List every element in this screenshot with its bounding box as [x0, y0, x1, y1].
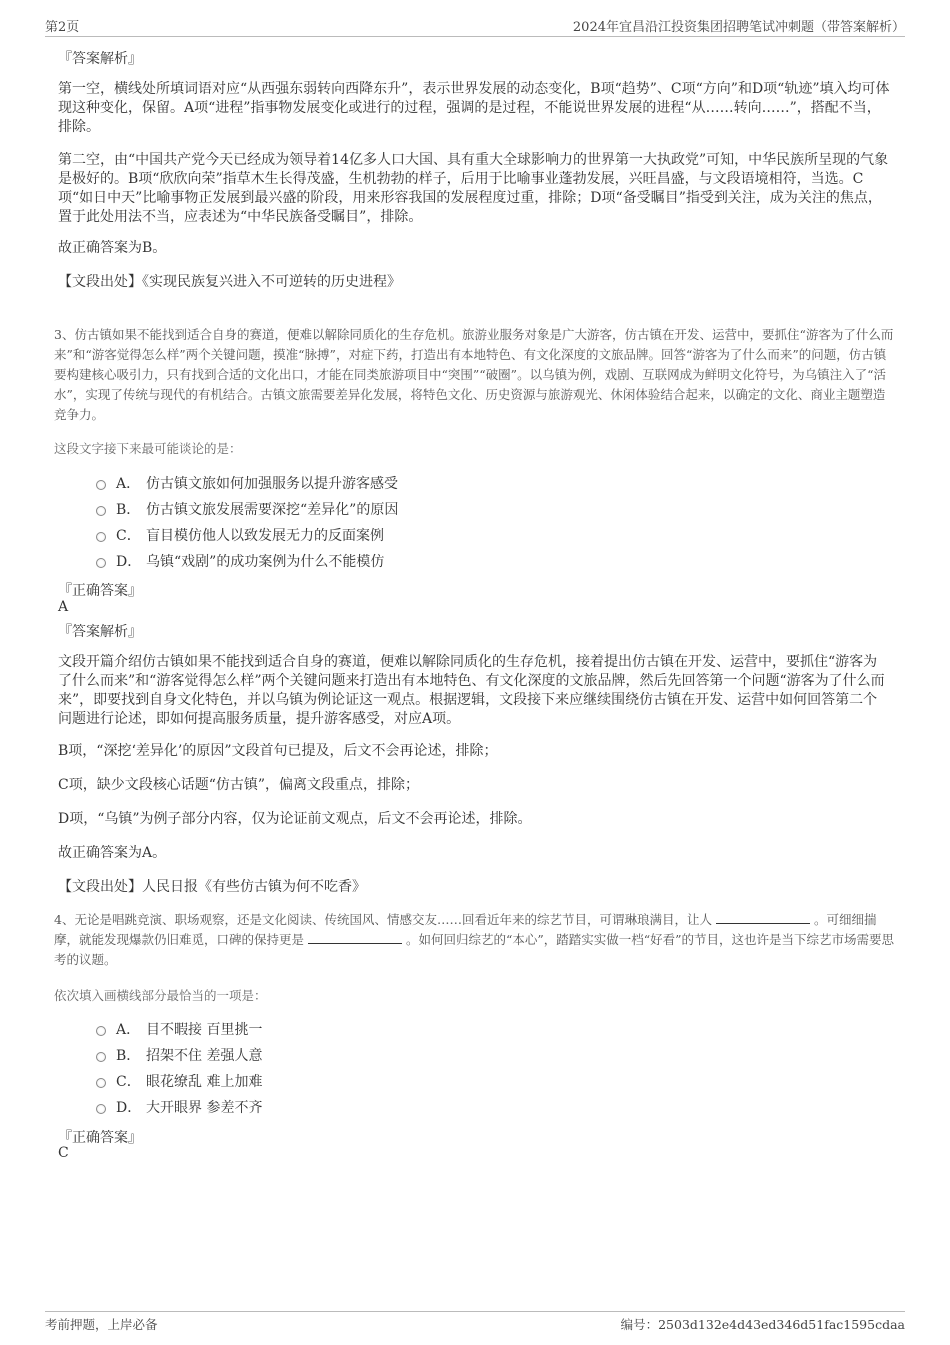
q3-option-b[interactable]: B． 仿古镇文旅发展需要深挖“差异化”的原因: [96, 498, 398, 520]
q4-option-c[interactable]: C． 眼花缭乱 难上加难: [96, 1070, 262, 1092]
option-text: 大开眼界 参差不齐: [146, 1100, 263, 1116]
q2-conclusion: 故正确答案为B。: [58, 240, 167, 256]
q2-analysis-para-1: 第一空，横线处所填词语对应“从西强东弱转向西降东升”，表示世界发展的动态变化，B项“趋势”、C项“方向”和D项“轨迹”填入均可体现这种变化，保留。A项“进程”指事物发展变化或进行的过程，强调的是过程，不能说世界发展的进程“从……转向……”，搭配不当，排除。: [58, 81, 890, 135]
q4-option-b[interactable]: B． 招架不住 差强人意: [96, 1044, 262, 1066]
q3-conclusion: 故正确答案为A。: [58, 845, 167, 861]
q4-prompt: 依次填入画横线部分最恰当的一项是：: [54, 988, 267, 1003]
radio-icon[interactable]: [96, 532, 106, 542]
page-header: [45, 14, 905, 37]
radio-icon[interactable]: [96, 1052, 106, 1062]
q4-correct-answer: C: [58, 1145, 69, 1161]
analysis-label: 『答案解析』: [58, 624, 142, 640]
q3-analysis-para-1: 文段开篇介绍仿古镇如果不能找到适合自身的赛道，便难以解除同质化的生存危机，接着提出仿古镇在开发、运营中，要抓住“游客为了什么而来”和“游客觉得怎么样”两个关键问题来打造出有本地特色、有文化深度的文旅品牌，然后先回答第一个问题“游客为了什么而来”，即要找到自身文化特色，并以乌镇为例论证这一观点。根据逻辑，文段接下来应继续围绕仿古镇在开发、运营中如何回答第二个问题进行论述，即如何提高服务质量，提升游客感受，对应A项。: [58, 654, 885, 727]
page-number: 第2页: [45, 20, 80, 35]
q3-source: 【文段出处】人民日报《有些仿古镇为何不吃香》: [58, 879, 366, 895]
radio-icon[interactable]: [96, 506, 106, 516]
q3-stem: 3、仿古镇如果不能找到适合自身的赛道，便难以解除同质化的生存危机。旅游业服务对象是广大游客，仿古镇在开发、运营中，要抓住“游客为了什么而来”和“游客觉得怎么样”两个关键问题，摸准“脉搏”，对症下药，打造出有本地特色、有文化深度的文旅品牌。回答“游客为了什么而来”的问题，仿古镇要构建核心吸引力，只有找到合适的文化出口，才能在同类旅游项目中“突围”“破圈”。以乌镇为例，戏剧、互联网成为鲜明文化符号，为乌镇注入了“活水”，实现了传统与现代的有机结合。古镇文旅需要差异化发展，将特色文化、历史资源与旅游观光、休闲体验结合起来，以确定的文化、商业主题塑造竞争力。: [54, 327, 894, 422]
q3-option-c[interactable]: C． 盲目模仿他人以致发展无力的反面案例: [96, 524, 384, 546]
document-title: 2024年宜昌沿江投资集团招聘笔试冲刺题（带答案解析）: [572, 20, 905, 35]
q3-analysis-para-2: B项，“深挖‘差异化’的原因”文段首句已提及，后文不会再论述，排除；: [58, 743, 498, 759]
radio-icon[interactable]: [96, 1078, 106, 1088]
q3-correct-answer: A: [58, 599, 69, 615]
q3-prompt: 这段文字接下来最可能谈论的是：: [54, 441, 242, 456]
correct-answer-label: 『正确答案』: [58, 1130, 142, 1146]
q4-option-a[interactable]: A． 目不暇接 百里挑一: [96, 1018, 262, 1040]
option-text: 招架不住 差强人意: [146, 1048, 263, 1064]
fill-blank-1: [716, 911, 810, 924]
q2-analysis-para-2: 第二空，由“中国共产党今天已经成为领导着14亿多人口大国、具有重大全球影响力的世界第一大执政党”可知，中华民族所呈现的气象是极好的。B项“欣欣向荣”指草木生长得茂盛，生机勃勃的样子，后用于比喻事业蓬勃发展，兴旺昌盛，与文段语境相符，当选。C项“如日中天”比喻事物正发展到最兴盛的阶段，用来形容我国的发展程度过重，排除；D项“备受瞩目”指受到关注，成为关注的焦点，置于此处用法不当，应表述为“中华民族备受瞩目”，排除。: [58, 152, 889, 225]
correct-answer-label: 『正确答案』: [58, 583, 142, 599]
analysis-label: 『答案解析』: [58, 51, 142, 67]
option-text: 乌镇“戏剧”的成功案例为什么不能模仿: [146, 554, 385, 570]
q3-analysis-para-3: C项，缺少文段核心话题“仿古镇”，偏离文段重点，排除；: [58, 777, 420, 793]
footer-slogan: 考前押题，上岸必备: [45, 1317, 158, 1332]
option-text: 仿古镇文旅如何加强服务以提升游客感受: [146, 476, 398, 492]
option-text: 仿古镇文旅发展需要深挖“差异化”的原因: [146, 502, 399, 518]
q4-option-d[interactable]: D． 大开眼界 参差不齐: [96, 1096, 262, 1118]
q2-source: 【文段出处】《实现民族复兴进入不可逆转的历史进程》: [58, 274, 401, 290]
option-text: 目不暇接 百里挑一: [146, 1022, 263, 1038]
radio-icon[interactable]: [96, 558, 106, 568]
option-text: 盲目模仿他人以致发展无力的反面案例: [146, 528, 384, 544]
radio-icon[interactable]: [96, 1104, 106, 1114]
fill-blank-2: [308, 931, 402, 944]
document-id: 编号：2503d132e4d43ed346d51fac1595cdaa: [620, 1317, 905, 1332]
q3-analysis-para-4: D项，“乌镇”为例子部分内容，仅为论证前文观点，后文不会再论述，排除。: [58, 811, 532, 827]
radio-icon[interactable]: [96, 480, 106, 490]
q4-stem: 4、无论是唱跳竞演、职场观察，还是文化阅读、传统国风、情感交友……回看近年来的综艺节目，可谓琳琅满目，让人 。可细细揣摩，就能发现爆款仍旧难觅，口碑的保持更是 。如何回归综艺的“本心”，踏踏实实做一档“好看”的节目，这也许是当下综艺市场需要思考的议题。: [54, 912, 895, 967]
q3-option-d[interactable]: D． 乌镇“戏剧”的成功案例为什么不能模仿: [96, 550, 384, 572]
option-text: 眼花缭乱 难上加难: [146, 1074, 263, 1090]
page-footer: [45, 1311, 905, 1336]
q3-option-a[interactable]: A． 仿古镇文旅如何加强服务以提升游客感受: [96, 472, 398, 494]
radio-icon[interactable]: [96, 1026, 106, 1036]
